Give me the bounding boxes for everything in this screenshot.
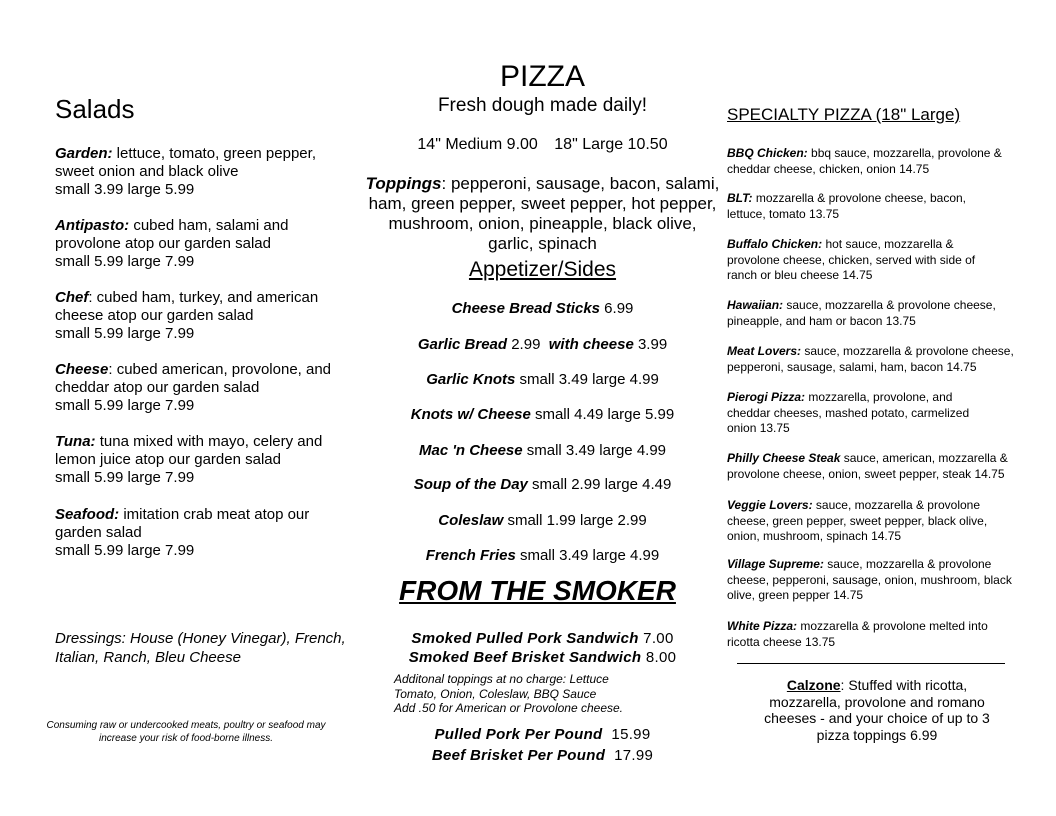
specialty-item bbox=[727, 451, 1027, 482]
smoker-item bbox=[365, 629, 720, 648]
salad-item-seafood bbox=[55, 506, 335, 560]
specialty-item bbox=[727, 390, 972, 437]
appetizer-item bbox=[365, 371, 720, 388]
specialty-desc: mozzarella & provolone cheese, bacon, lettuce, tomato 13.75 bbox=[727, 191, 967, 221]
salad-item-chef bbox=[55, 289, 350, 343]
specialty-name: Village Supreme: bbox=[727, 557, 824, 571]
appetizer-name: Coleslaw bbox=[438, 512, 504, 529]
size-medium: 14" Medium 9.00 bbox=[417, 136, 538, 153]
appetizer-name-variant: with cheese bbox=[548, 336, 634, 353]
food-warning: Consuming raw or undercooked meats, poultry or seafood may increase your risk of food-borne illness. bbox=[46, 720, 326, 744]
appetizer-price: 6.99 bbox=[600, 300, 634, 317]
toppings-text bbox=[365, 174, 720, 254]
salad-desc: imitation crab meat atop our garden salad bbox=[55, 506, 310, 541]
pizza-subtitle: Fresh dough made daily! bbox=[437, 95, 648, 116]
specialty-name: BLT: bbox=[727, 191, 753, 205]
salad-name: Garden: bbox=[55, 145, 113, 162]
appetizer-item bbox=[365, 476, 720, 493]
appetizer-price: small 3.49 large 4.99 bbox=[515, 371, 659, 388]
salads-heading: Salads bbox=[55, 94, 135, 124]
specialty-desc: sauce, mozzarella & provolone cheese, pepperoni, sausage, salami, ham, bacon 14.75 bbox=[727, 344, 1014, 374]
size-large: 18" Large 10.50 bbox=[554, 136, 668, 153]
specialty-name: BBQ Chicken: bbox=[727, 146, 808, 160]
appetizer-price: small 4.49 large 5.99 bbox=[530, 406, 675, 423]
specialty-name: Buffalo Chicken: bbox=[727, 237, 823, 251]
specialty-heading: SPECIALTY PIZZA (18" Large) bbox=[727, 105, 961, 124]
specialty-item bbox=[727, 619, 992, 650]
appetizer-name: French Fries bbox=[425, 547, 516, 564]
appetizer-name: Soup of the Day bbox=[413, 476, 528, 493]
appetizer-item bbox=[365, 512, 720, 529]
specialty-desc: sauce, mozzarella & provolone cheese, pineapple, and ham or bacon 13.75 bbox=[727, 298, 996, 328]
appetizer-price: small 2.99 large 4.49 bbox=[527, 476, 672, 493]
appetizer-item bbox=[365, 442, 720, 459]
specialty-item bbox=[727, 191, 982, 222]
salad-name: Seafood: bbox=[55, 506, 120, 523]
salad-desc: cubed ham, salami and provolone atop our garden salad bbox=[55, 217, 289, 252]
per-pound-name: Beef Brisket Per Pound bbox=[431, 747, 606, 764]
pizza-heading: PIZZA bbox=[499, 60, 585, 93]
salad-desc: lettuce, tomato, green pepper, sweet onion and black olive bbox=[55, 145, 316, 180]
specialty-name: Philly Cheese Steak bbox=[727, 451, 841, 465]
specialty-name: Hawaiian: bbox=[727, 298, 784, 312]
specialty-item bbox=[727, 298, 1012, 329]
smoker-item bbox=[365, 648, 720, 667]
section-divider bbox=[737, 663, 1005, 664]
appetizer-price: small 3.49 large 4.99 bbox=[522, 442, 667, 459]
per-pound-item bbox=[365, 726, 720, 743]
calzone-name: Calzone bbox=[786, 677, 841, 693]
toppings-list: : pepperoni, sausage, bacon, salami, ham, green pepper, sweet pepper, hot pepper, mushroom, onion, pineapple, black olive, garlic, spinach bbox=[368, 174, 720, 253]
salad-name: Cheese bbox=[55, 361, 109, 378]
salad-desc: : cubed american, provolone, and cheddar atop our garden salad bbox=[55, 361, 332, 396]
smoker-item-name: Smoked Pulled Pork Sandwich bbox=[411, 630, 639, 647]
salad-name: Chef bbox=[55, 289, 89, 306]
salad-name: Tuna: bbox=[55, 433, 96, 450]
specialty-desc: hot sauce, mozzarella & provolone cheese, chicken, served with side of ranch or bleu cheese 14.75 bbox=[727, 237, 976, 282]
salad-price: small 5.99 large 7.99 bbox=[55, 325, 195, 342]
appetizer-name: Garlic Bread bbox=[417, 336, 508, 353]
specialty-name: Meat Lovers: bbox=[727, 344, 802, 358]
salad-price: small 5.99 large 7.99 bbox=[55, 469, 195, 486]
salad-price: small 5.99 large 7.99 bbox=[55, 397, 195, 414]
smoker-item-name: Smoked Beef Brisket Sandwich bbox=[408, 649, 642, 666]
salad-item-cheese bbox=[55, 361, 350, 415]
specialty-item bbox=[727, 237, 982, 284]
specialty-item bbox=[727, 146, 1022, 177]
appetizer-name: Knots w/ Cheese bbox=[410, 406, 531, 423]
salad-price: small 5.99 large 7.99 bbox=[55, 542, 195, 559]
specialty-desc: sauce, mozzarella & provolone cheese, pepperoni, sausage, onion, mushroom, black olive, green pepper 14.75 bbox=[727, 557, 1012, 602]
appetizer-item bbox=[365, 300, 720, 317]
appetizer-name: Mac 'n Cheese bbox=[418, 442, 523, 459]
smoker-toppings-note bbox=[394, 672, 694, 716]
specialty-desc: mozzarella & provolone melted into ricotta cheese 13.75 bbox=[727, 619, 988, 649]
specialty-desc: bbq sauce, mozzarella, provolone & cheddar cheese, chicken, onion 14.75 bbox=[727, 146, 1002, 176]
specialty-desc: sauce, mozzarella & provolone cheese, green pepper, sweet pepper, black olive, onion, mushroom, spinach 14.75 bbox=[727, 498, 988, 543]
appetizer-item bbox=[365, 406, 720, 423]
calzone-desc: : Stuffed with ricotta, mozzarella, provolone and romano cheeses - and your choice of up to 3 pizza toppings 6.99 bbox=[764, 677, 990, 743]
appetizer-name: Garlic Knots bbox=[426, 371, 516, 388]
appetizer-price: small 3.49 large 4.99 bbox=[515, 547, 660, 564]
specialty-desc: sauce, american, mozzarella & provolone cheese, onion, sweet pepper, steak 14.75 bbox=[727, 451, 1008, 481]
specialty-item bbox=[727, 344, 1032, 375]
specialty-name: White Pizza: bbox=[727, 619, 798, 633]
pizza-sizes bbox=[365, 136, 720, 154]
specialty-name: Veggie Lovers: bbox=[727, 498, 813, 512]
appetizer-price: small 1.99 large 2.99 bbox=[503, 512, 647, 529]
appetizers-heading: Appetizer/Sides bbox=[468, 258, 617, 281]
salad-price: small 5.99 large 7.99 bbox=[55, 253, 195, 270]
smoker-heading: FROM THE SMOKER bbox=[399, 575, 676, 606]
specialty-name: Pierogi Pizza: bbox=[727, 390, 806, 404]
appetizer-item bbox=[365, 547, 720, 564]
per-pound-price: 15.99 bbox=[602, 726, 651, 743]
salad-price: small 3.99 large 5.99 bbox=[55, 181, 195, 198]
note-line: Add .50 for American or Provolone cheese. bbox=[394, 701, 624, 715]
specialty-item bbox=[727, 498, 1002, 545]
appetizer-price: 2.99 bbox=[507, 336, 549, 353]
toppings-label: Toppings bbox=[365, 174, 442, 193]
salad-desc: : cubed ham, turkey, and american cheese atop our garden salad bbox=[55, 289, 319, 324]
per-pound-item bbox=[365, 747, 720, 764]
per-pound-price: 17.99 bbox=[605, 747, 654, 764]
salad-desc: tuna mixed with mayo, celery and lemon juice atop our garden salad bbox=[55, 433, 323, 468]
note-line: Additonal toppings at no charge: Lettuce bbox=[394, 672, 609, 686]
appetizer-price-variant: 3.99 bbox=[633, 336, 668, 353]
salad-item-garden bbox=[55, 145, 350, 199]
salad-item-tuna bbox=[55, 433, 350, 487]
note-line: Tomato, Onion, Coleslaw, BBQ Sauce bbox=[394, 686, 597, 701]
calzone-box bbox=[757, 677, 997, 743]
appetizer-name: Cheese Bread Sticks bbox=[451, 300, 601, 317]
dressings-text: Dressings: House (Honey Vinegar), French, Italian, Ranch, Bleu Cheese bbox=[55, 630, 346, 666]
salad-item-antipasto bbox=[55, 217, 315, 271]
specialty-item bbox=[727, 557, 1012, 604]
specialty-desc: mozzarella, provolone, and cheddar cheeses, mashed potato, carmelized onion 13.75 bbox=[727, 390, 970, 435]
appetizer-item bbox=[365, 336, 720, 353]
salad-name: Antipasto: bbox=[55, 217, 130, 234]
per-pound-name: Pulled Pork Per Pound bbox=[434, 726, 603, 743]
smoker-item-price: 7.00 bbox=[638, 630, 674, 647]
smoker-item-price: 8.00 bbox=[641, 649, 677, 666]
